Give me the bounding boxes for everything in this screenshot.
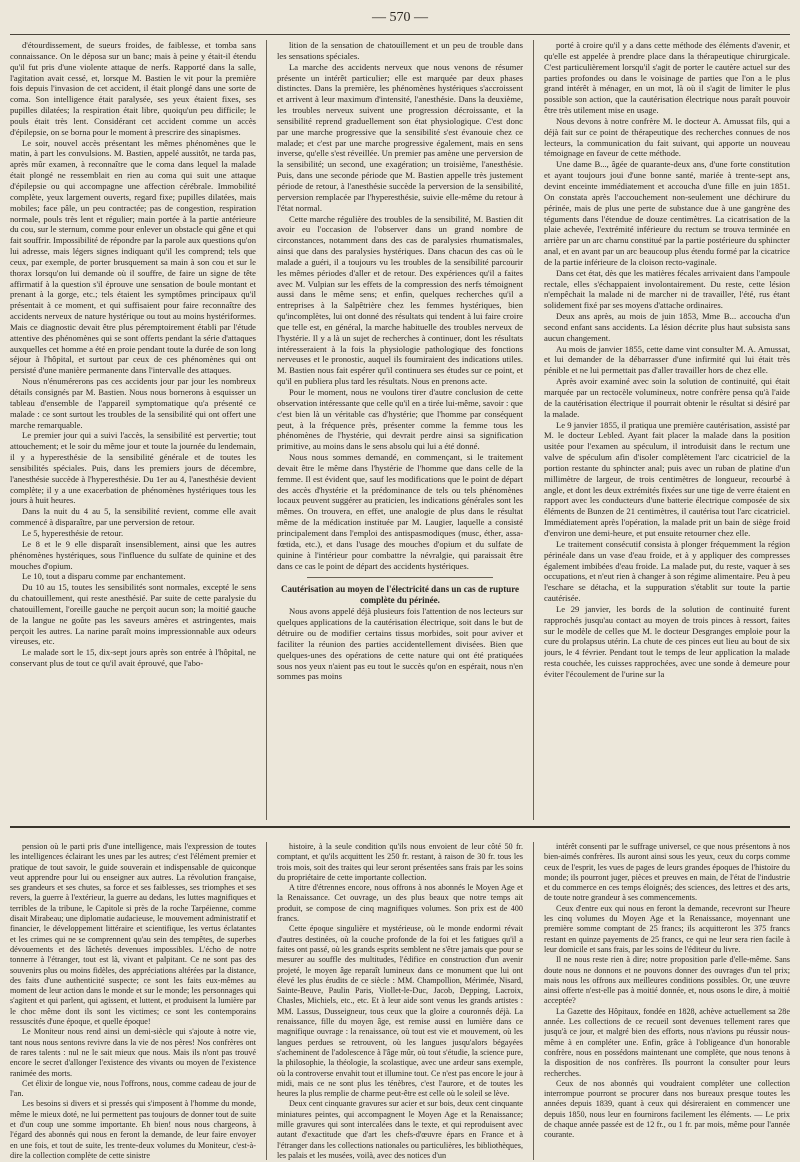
paragraph: lition de la sensation de chatouillement et un peu de trouble dans les sensations spéciales. — [277, 40, 523, 61]
paragraph: Le 5, hyperesthésie de retour. — [22, 527, 124, 538]
paragraph: Nous n'énumérerons pas ces accidents jour par jour les nombreux détails consignés par M. Bastien. Nous nous bornerons à esquisser un tableau d'ensemble de l'appareil symptomatique qu'a présenté ce malade : ce sont surtout les troubles de la sensibilité qui ont offert une marche remarquable. — [10, 376, 256, 430]
paragraph: Deux cent cinquante gravures sur acier et sur bois, deux cent cinquante miniatures peintes, qui accompagnent le Moyen Age et la Renaissance; mille gravures qui sont intercalées dans le texte, et qui reproduisent avec autant d'exactitude que d'art les chefs-d'œuvre épars en France et à l'étranger dans les collections nationales ou particulières, les bibliothèques, les palais et les musées, voilà, avec des notices d'un — [277, 1099, 523, 1160]
paragraph: histoire, à la seule condition qu'ils nous envoient de leur côté 50 fr. comptant, et qu'ils acquittent les 250 fr. restant, à raison de 30 fr. tous les trois mois, soit des traites qui leur seront présentées sans frais par les soins du propriétaire de cette importante collection. — [277, 842, 523, 882]
section-title: Cautérisation au moyen de l'électricité dans un cas de rupture complète du périnée. — [280, 584, 520, 606]
paragraph: Le Moniteur nous rend ainsi un demi-siècle qui s'ajoute à notre vie, tant nous nous sentons revivre dans la vie de nos pères! Nos confrères ont de rares talents : nul ne le sait mieux que nous. Mais ils n'ont pas trouvé encore le secret d'allonger l'existence des vivants ou moyen de l'existence ranimée des morts. — [10, 1027, 256, 1078]
page-header — [10, 0, 790, 35]
article-column-2 — [277, 40, 523, 820]
paragraph: Une dame B..., âgée de quarante-deux ans, d'une forte constitution et ayant toujours joui d'une bonne santé, mariée à trente-sept ans, devint enceinte immédiatement et accoucha d'une fille en juin 1851. On constata après l'accouchement non-seulement une déchirure du périnée, mais de plus une perte de substance due à une gangrène des téguments dans l'étendue de douze centimètres. La cicatrisation de la plaie achevée, l'extrémité inférieure du rectum se trouva terminée en arrière par un arc charnu constitué par la partie postérieure du sphincter anal, et en avant par un arc beaucoup plus étendu formé par la cicatrice de la partie inférieure de la cloison recto-vaginale. — [544, 159, 790, 267]
column-rule — [266, 842, 267, 1160]
paragraph: Cette époque singulière et mystérieuse, où le monde endormi révait d'autres destinées, où la couche profonde de la foi et les fatigues qu'il a faites ont passé, où les grands esprits semblent ne s'être jamais que pour se mesurer au souffle des multitudes, l'édifice en construction d'un avenir projeté, le moyen âge reparaît lumineux dans ce monument que lui ont élevé les plus érudits de ce siècle : MM. Champollion, Mérimée, Nisard, Sainte-Beuve, Paulin Paris, Viollet-le-Duc, Jacob, Depping, Lacroix, Chasles, Michiels, etc., etc. Et à leur aide sont venus les grands artistes : MM. Lassus, Dusseigneur, tous ceux que la gloire a couronnés déjà. La renaissance, fille du moyen âge, est remise aussi en lumière dans ce magnifique ouvrage : la renaissance, où tout est vie et mouvement, où les langues perdues se retrouvent, où les langues jusqu'alors bégayées s'acheminent de l'adolescence à l'âge mûr, où tout s'étudie, la science pure, la philosophie, la théologie, la scolastique, avec une ardeur sans exemple, où la controverse envahit tout et illumine tout. Ce n'est pas encore le jour à midi, mais ce ne sont plus les ténèbres, c'est l'aurore, et de toutes les heures la plus remplie de charme peut-être est celle où le soleil se lève. — [277, 924, 523, 1099]
column-rule — [533, 40, 534, 820]
paragraph: A titre d'étrennes encore, nous offrons à nos abonnés le Moyen Age et la Renaissance. Cet ouvrage, un des plus beaux que notre temps ait produit, se compose de cinq magnifiques volumes. Son prix est de 400 francs. — [277, 883, 523, 924]
section-rule — [307, 577, 493, 578]
paragraph: intérêt consenti par le suffrage universel, ce que nous présentons à nos bien-aimés confrères. Ils auront ainsi sous les yeux, ceux du corps comme ceux de l'esprit, les vues de pages de leurs grandes époques de l'histoire du monde; ils pourront juger, pièces et preuves en main, de l'état de l'industrie et du commerce en ces temps éloignés; des sciences, des lettres et des arts, de toute notre grandeur à ses commencements. — [544, 842, 790, 903]
paragraph: Après avoir examiné avec soin la solution de continuité, qui était marquée par un rectocèle volumineux, notre confrère pensa qu'à l'aide de la cautérisation électrique il pourrait obtenir le résultat si désiré par la malade. — [544, 376, 790, 419]
paragraph: Nous devons à notre confrère M. le docteur A. Amussat fils, qui a déjà fait sur ce point de thérapeutique des recherches connues de nos lecteurs, la communication du fait suivant, qui apporte un nouveau témoignage en faveur de cette méthode. — [544, 115, 790, 159]
paragraph: Le 9 janvier 1855, il pratiqua une première cautérisation, assisté par M. le docteur Lebled. Ayant fait placer la malade dans la position usitée pour l'examen au spéculum, il introduisit dans le rectum une valve de spéculum afin d'isoler complètement l'arc cicatriciel de la portion restante du sphincter anal; puis avec un ruban de platine d'un millimètre de largeur, de trois centimètres de longueur, recourbé à angle, et dont les deux extrémités fixées sur une tige de verre étaient en rapport avec les conducteurs d'une batterie électrique composée de six éléments de Bunzen de 21 centimètres, il cautérisa tout l'arc cicatriciel. Immédiatement après l'opération, la malade prit un bain de siège froid d'environ une demi-heure, et put ensuite retourner chez elle. — [544, 419, 790, 538]
paragraph: La marche des accidents nerveux que nous venons de résumer présente un intérêt particulier; elle est marquée par deux phases distinctes. Dans la première, les phénomènes hystériques s'accroissent et arrivent à leur maximum d'intensité, l'anesthésie. Dans la deuxième, les troubles nerveux suivent une progression décroissante, et la sensibilité reprend graduellement son état physiologique. C'est donc par une marche progressive que la sensibilité s'est évanouie chez ce malade; et c'est par une marche progressive également, mais en sens inverse, qu'elle s'est réveillée. Un premier pas amène une perversion de la sensibilité; un second, une exagération; un troisième, l'anesthésie. Puis, dans une seconde période que M. Bastien appelle très justement période de retour, à l'anesthésie succède la perversion de la sensibilité, perversion remplacée par l'hyperesthésie, suivie elle-même du retour à l'état normal. — [277, 61, 523, 213]
paragraph: Du 10 au 15, toutes les sensibilités sont normales, excepté le sens du chatouillement, qui reste anesthésié. Par suite de cette paralysie du chatouillement, l'oreille gauche ne perçoit aucun son; la moitié gauche de la langue ne goûte pas les saveurs amères et astringentes, mais perçoit les autres. La narine paraît moins impressionnable aux odeurs vireuses, etc. — [10, 582, 256, 647]
paragraph: Nous nous sommes demandé, en commençant, si le traitement devait être le même dans l'hystérie de l'homme que dans celle de la femme. Il est évident que, sauf les modifications que le point de départ des accès d'hystérie et la prédominance de tels ou tels phénomènes locaux peuvent suggérer au praticien, les indications générales sont les mêmes. On trouvera, en effet, une analogie de plus dans le résultat même de la médication instituée par M. Laugier, laquelle a consisté principalement dans l'emploi des antispasmodiques (musc, éther, assa-fœtida, etc.), et dans l'usage des mouches d'opium et du sulfate de quinine à l'intérieur pour combattre la névralgie, qui paraissait être dans ce cas le point de départ des accidents hystériques. — [277, 452, 523, 571]
paragraph: Deux ans après, au mois de juin 1853, Mme B... accoucha d'un second enfant sans accidents. La lésion décrite plus haut subsista sans aucun changement. — [544, 311, 790, 343]
paragraph: Ceux d'entre eux qui nous en feront la demande, recevront sur l'heure les cinq volumes du Moyen Age et la Renaissance, moyennant une première somme comptant de 25 francs; ils acquitteront les 375 francs restant en quinze payements de 25 francs, ce qui ne leur sera rien facile à leur domicile et sans frais, par les soins de l'éditeur du livre. — [544, 903, 790, 954]
paragraph: La Gazette des Hôpitaux, fondée en 1828, achève actuellement sa 28e année. Les collections de ce recueil sont devenues tellement rares que jusqu'à ce jour, et malgré bien des efforts, nous n'avions pu réussir nous-même à en compléter une. Enfin, grâce à l'obligeance d'un honorable confrère, nous en possédons maintenant une complète, que nous tenons à la disposition de nos confrères. Ils pourront la consulter pour leurs recherches. — [544, 1006, 790, 1078]
paragraph: Le 29 janvier, les bords de la solution de continuité furent rapprochés jusqu'au contact au moyen de trois pinces à ressort, faites sur le modèle de celles que M. le docteur Desgranges emploie pour la cure du prolapsus utérin. La chute de ces pinces eut lieu au bout de six jours, le 4 février. Pendant tout le temps de leur application la malade resta couchée, les cuisses rapprochées, avec une sonde à demeure pour éviter l'écoulement de l'urine sur la — [544, 603, 790, 679]
paragraph: Ceux de nos abonnés qui voudraient compléter une collection interrompue pourront se procurer dans nos bureaux presque toutes les années depuis 1839, quant à ceux qui désireraient en commencer une depuis 1850, nous leur en fournirons facilement les éléments. — Le prix de chaque année passée est de 12 fr., ou 1 fr. par mois, même pour l'année courante. — [544, 1078, 790, 1140]
article-column-1 — [10, 40, 256, 820]
feuilleton-column-3 — [544, 842, 790, 1160]
article-column-3 — [544, 40, 790, 820]
paragraph: Le 10, tout a disparu comme par enchantement. — [22, 571, 186, 582]
page-number: — 570 — — [372, 10, 428, 25]
paragraph: Le premier jour qui a suivi l'accès, la sensibilité est pervertie; tout attouchement; et le soir du même jour et toute la journée du lendemain, il y a hyperesthésie de la sensibilité générale et de toutes les sensibilités spéciales. Puis, dans les premiers jours de décembre, l'anesthésie succède à l'hyperesthésie. Du 1er au 4, l'anesthésie devient complète; il y a une exacerbation de phénomènes hystériques tous les jours à huit heures. — [10, 430, 256, 506]
feuilleton-column-1 — [10, 842, 256, 1160]
paragraph: Dans la nuit du 4 au 5, la sensibilité revient, comme elle avait commencé à disparaître, par une perversion de retour. — [10, 506, 256, 528]
feuilleton-divider — [10, 826, 790, 828]
feuilleton-column-2 — [277, 842, 523, 1160]
paragraph: Cette marche régulière des troubles de la sensibilité, M. Bastien dit avoir eu l'occasion de l'observer dans un grand nombre de circonstances, notamment dans des cas de paralysies rhumatismales, ainsi que dans des paralysies hystériques. Dans chacun des cas où le malade a guéri, il a toujours vu les troubles de la sensibilité parcourir les mêmes périodes d'aller et de retour. Des expériences qu'il a faites avec M. Vulpian sur les effets de la compression des nerfs témoignent aussi dans le même sens; et enfin, quelques recherches qu'il a entreprises à la Salpêtrière chez les femmes hystériques, bien qu'incomplètes, lui ont donné des résultats qui tendent à lui faire croire que telle est, en général, la marche habituelle des troubles nerveux de l'hystérie. Il y a là un sujet de recherches à continuer, dont les résultats intéresseraient à la fois la physiologie pathologique des fonctions nerveuses et le pronostic, auquel ils fourniraient des indications utiles. M. Bastien nous fait espérer qu'il continuera ses études sur ce point, et qu'il en publiera plus tard les résultats. Nous en prenons acte. — [277, 213, 523, 387]
paragraph: Le malade sort le 15, dix-sept jours après son entrée à l'hôpital, ne conservant plus de tout ce qu'il avait éprouvé, que l'abo- — [10, 647, 256, 669]
column-rule — [533, 842, 534, 1160]
paragraph: Pour le moment, nous ne voulons tirer d'autre conclusion de cette observation intéressante que celle qu'il en a tirée lui-même, savoir : que c'est bien là un véritable cas d'hystérie; que l'homme par conséquent peut, à la fréquence près, présenter comme la femme tous les phénomènes de l'hystérie, qui devrait perdre ainsi sa signification primitive, au moins dans le sens absolu qui lui a été donné. — [277, 387, 523, 452]
feuilleton-columns — [10, 842, 790, 1160]
paragraph: Le 8 et le 9 elle disparaît insensiblement, ainsi que les autres phénomènes hystériques, sous l'influence du sulfate de quinine et des mouches d'opium. — [10, 538, 256, 571]
paragraph: Dans cet état, dès que les matières fécales arrivaient dans l'ampoule rectale, elles s'échappaient involontairement. Du reste, cette lésion n'empêchait la malade ni de marcher ni de travailler, l'été, rus étant solidement fixé par ses moyens d'attache ordinaires. — [544, 267, 790, 311]
paragraph: Le soir, nouvel accès présentant les mêmes phénomènes que le matin, à part les convulsions. M. Bastien, appelé aussitôt, ne tarda pas, après mûr examen, à reconnaître que le coma dans lequel la malade était plongé ne ressemblait en rien au coma qui suit une attaque d'épilepsie ou qui accompagne une affection cérébrale. Immobilité complète, yeux largement ouverts, regard fixe; pupilles dilatées, mais mobiles; face pâle, un peu contractée; pas de congestion, respiration normale, pouls très lent et régulier; main portée à la partie antérieure du cou, sur le sternum, comme pour enlever un obstacle qui gêne et qui fait souffrir. Impossibilité de répondre par la parole aux questions qu'on lui adresse, mais légers signes indiquant qu'il les comprend; tels que ceux, par exemple, de porter brusquement sa main à son cou et sur le thorax lorsqu'on lui demande où il souffre, de faire un signe de tête affirmatif à la question s'il éprouve une sensation de boule montant et prenant à la gorge, etc.; tels étaient les symptômes principaux qu'il présentait à ce moment, et qui suffisaient pour faire reconnaître des accidents nerveux de nature hystérique ou tout au moins hystériformes. Mais ce diagnostic devait être plus péremptoirement établi par l'étude attentive des phénomènes qui se sont offerts pendant la série d'attaques auxquelles cet homme a été en proie pendant toute la durée de son long séjour à l'hôpital, et surtout par ceux de ces phénomènes qui ont persisté d'une manière permanente dans l'intervalle des attaques. — [10, 137, 256, 376]
paragraph: Nous avons appelé déjà plusieurs fois l'attention de nos lecteurs sur quelques applications de la cautérisation électrique, soit dans le but de détruire ou de modifier certains tissus morbides, soit pour aviver et faciliter la réunion des parties accidentellement divisées. Bien que quelques-unes des opérations de cette nature qui ont été pratiquées sous nos yeux n'aient pas eu tout le succès qu'on en espérait, nous n'en sommes pas moins — [277, 606, 523, 682]
paragraph: Le traitement consécutif consista à plonger fréquemment la région périnéale dans un vase d'eau froide, et à y appliquer des compresses également imbibées d'eau froide. La malade put, du reste, vaquer à ses occupations, et n'eut rien à changer à son régime alimentaire. Peu à peu l'eschare se détacha, et la suppuration s'établit sur toute la partie cautérisée. — [544, 538, 790, 604]
column-rule — [266, 40, 267, 820]
paragraph: porté à croire qu'il y a dans cette méthode des éléments d'avenir, et qu'elle est appelée à prendre place dans la thérapeutique chirurgicale. C'est particulièrement lorsqu'il s'agit de porter le cautère actuel sur des parties profondes ou dans le voisinage de parties que l'on a le plus grand intérêt à ménager, en un mot, là où il s'agit de limiter le plus possible son action, que la cautérisation électrique nous paraît pouvoir être très utilement mise en usage. — [544, 40, 790, 116]
article-columns — [10, 40, 790, 820]
paragraph: Il ne nous reste rien à dire; notre proposition parle d'elle-même. Sans doute nous ne donnons et ne pouvons donner des ouvrages d'un tel prix; mais nous les offrons aux meilleures conditions possibles. Or, une œuvre ainsi offerte n'est-elle pas à moitié donnée, et, nous osons le dire, à moitié acceptée? — [544, 955, 790, 1006]
paragraph: Les besoins si divers et si pressés qui s'imposent à l'homme du monde, même le mieux doté, ne lui permettent pas toujours de donner tout de suite et d'un coup une somme importante. Eh bien! nous nous chargeons, à l'égard des abonnés qui nous en feront la demande, de leur faire envoyer en une fois, et tout de suite, les trente-deux volumes du Moniteur, c'est-à-dire la collection complète de cette sinistre — [10, 1099, 256, 1160]
paragraph: pension où le parti pris d'une intelligence, mais l'expression de toutes les intelligences éclairant les unes par les autres; c'est l'élément premier et pratique de tout savoir, le guide souverain et indispensable de quiconque veut apprendre pour lui ou enseigner aux autres. La révolution française, ses grandeurs et ses chutes, sa force et ses faiblesses, ses triomphes et ses revers, la guerre à l'extérieur, la guerre au dedans, les luttes magnifiques et terribles de la tribune, le Capitole si près de la roche Tarpéienne, comme disait Mirabeau; une diplomatie audacieuse, le mouvement administratif et financier, le développement littéraire et scientifique, les vertus éclatantes et les crimes qui ne se comprennent qu'au sein des tempêtes, de superbes dévouements et des lâchetés devenues impossibles. L'écho de notre tonnerre à l'étranger, tout est là, vivant et palpitant. Ce ne sont pas des souvenirs plus ou moins fidèles, des appréciations altérées par la distance, des faits d'une authenticité suspecte; ce sont les faits eux-mêmes au moment de leur action dans le monde et sur le monde; les personnages qui s'agitent et qui parlent, qui agissent, et luttent, et produisent la lumière par le choc même dont ils sont les victimes; ce sont les contemporains ressuscités d'une époque, et quelle époque! — [10, 842, 256, 1027]
paragraph: Au mois de janvier 1855, cette dame vint consulter M. A. Amussat, et lui demander de la débarrasser d'une infirmité qui lui était très pénible et ne lui permettait pas d'aller travailler hors de chez elle. — [544, 343, 790, 376]
paragraph: d'étourdissement, de sueurs froides, de faiblesse, et tomba sans connaissance. On le déposa sur un banc; mais à peine y était-il étendu qu'il fut pris d'une violente attaque de nerfs. Rapporté dans la salle, l'agitation avait cessé, et, lorsque M. Bastien le vit pour la première fois depuis l'invasion de cet accident, il était plongé dans une sorte de coma. Son intelligence était paralysée, ses yeux étaient fixes, ses pupilles dilatées; la respiration était libre, quoiqu'un peu difficile; le pouls était très lent. Considérant cet accident comme un accès d'épilepsie, on se borna pour le moment à prescrire des sinapismes. — [10, 40, 256, 137]
paragraph: Cet élixir de longue vie, nous l'offrons, nous, comme cadeau de jour de l'an. — [10, 1078, 256, 1099]
